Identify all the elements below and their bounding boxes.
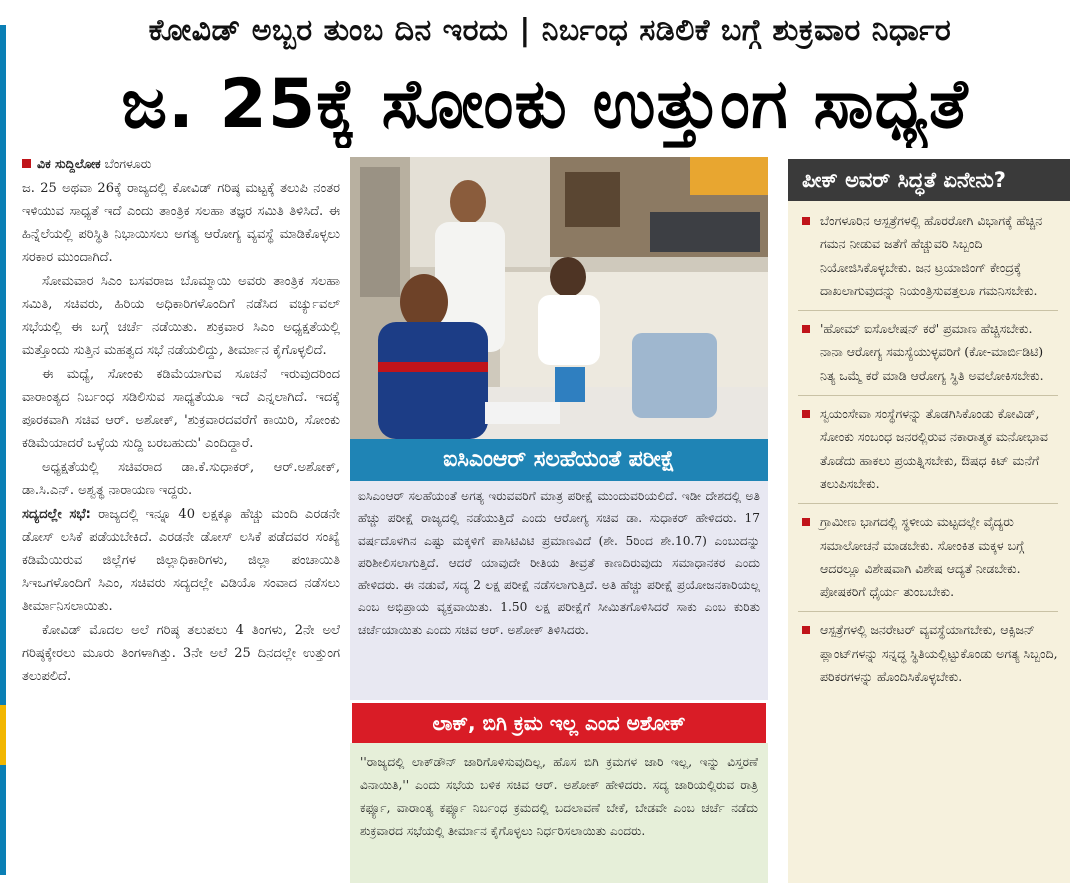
peak-preparation-item (798, 504, 1058, 612)
story-paragraph: ಅಧ್ಯಕ್ಷತೆಯಲ್ಲಿ ಸಚಿವರಾದ ಡಾ.ಕೆ.ಸುಧಾಕರ್, ಆರ್.ಅಶೋಕ್, ಡಾ.ಸಿ.ಎನ್. ಅಶ್ವತ್ಥ ನಾರಾಯಣ ಇದ್ದರು. (22, 460, 340, 498)
bullet-square-icon (802, 518, 810, 526)
vaccination-photo (350, 157, 768, 439)
bullet-square-icon (802, 217, 810, 225)
main-headline: ಜ. 25ಕ್ಕೆ ಸೋಂಕು ಉತ್ತುಂಗ ಸಾಧ್ಯತೆ (121, 65, 969, 144)
bullet-square-icon (802, 410, 810, 418)
testing-box (350, 481, 768, 700)
photo-caption-bar: ಐಸಿಎಂಆರ್ ಸಲಹೆಯಂತೆ ಪರೀಕ್ಷೆ (350, 439, 768, 481)
peak-preparation-item (798, 203, 1058, 311)
peak-preparation-item-text: ಆಸ್ಪತ್ರೆಗಳಲ್ಲಿ ಜನರೇಟರ್ ವ್ಯವಸ್ಥೆಯಾಗಬೇಕು, ಆಕ್ಸಿಜನ್ ಪ್ಲಾಂಟ್‌ಗಳನ್ನು ಸನ್ನದ್ಧ ಸ್ಥಿತಿಯಲ್ಲಿಟ್ಟುಕೊಂಡು ಅಗತ್ಯ ಸಿಬ್ಬಂದಿ, ಪರಿಕರಗಳನ್ನು ಹೊಂದಿಸಿಕೊಳ್ಳಬೇಕು. (820, 622, 1058, 685)
peak-preparation-item-text: ಗ್ರಾಮೀಣ ಭಾಗದಲ್ಲಿ ಸ್ಥಳೀಯ ಮಟ್ಟದಲ್ಲೇ ವೈದ್ಯರು ಸಮಾಲೋಚನೆ ಮಾಡಬೇಕು. ಸೋಂಕಿತ ಮಕ್ಕಳ ಬಗ್ಗೆ ಆದರಲ್ಲೂ ವಿಶೇಷವಾಗಿ ವಿಶೇಷ ಆದ್ಯತೆ ನೀಡಬೇಕು. ಪೋಷಕರಿಗೆ ಧೈರ್ಯ ತುಂಬಬೇಕು. (820, 514, 1025, 600)
bullet-square-icon (802, 325, 810, 333)
story-paragraph: ಈ ಮಧ್ಯೆ, ಸೋಂಕು ಕಡಿಮೆಯಾಗುವ ಸೂಚನೆ ಇರುವುದರಿಂದ ವಾರಾಂತ್ಯದ ನಿರ್ಬಂಧ ಸಡಿಲಿಸುವ ಸಾಧ್ಯತೆಯೂ ಇದೆ ಎನ್ನಲಾಗಿದೆ. ಇದಕ್ಕೆ ಪೂರಕವಾಗಿ ಸಚಿವ ಆರ್. ಅಶೋಕ್, 'ಶುಕ್ರವಾರದವರೆಗೆ ಕಾಯಿರಿ, ಸೋಂಕು ಕಡಿಮೆಯಾದರೆ ಒಳ್ಳೆಯ ಸುದ್ದಿ ಬರಬಹುದು' ಎಂದಿದ್ದಾರೆ. (22, 367, 340, 451)
story-subhead: ಸದ್ಯದಲ್ಲೇ ಸಭೆ: (22, 507, 91, 522)
bullet-square-icon (802, 626, 810, 634)
peak-preparation-item-text: 'ಹೋಮ್ ಐಸೊಲೇಷನ್ ಕರೆ' ಪ್ರಮಾಣ ಹೆಚ್ಚಿಸಬೇಕು. ನಾನಾ ಆರೋಗ್ಯ ಸಮಸ್ಯೆಯುಳ್ಳವರಿಗೆ (ಕೋ-ಮಾರ್ಬಿಡಿಟಿ) ನಿತ್ಯ ಒಮ್ಮೆ ಕರೆ ಮಾಡಿ ಆರೋಗ್ಯ ಸ್ಥಿತಿ ಅವಲೋಕಿಸಬೇಕು. (820, 321, 1044, 383)
lockdown-subhead-bar: ಲಾಕ್, ಬಿಗಿ ಕ್ರಮ ಇಲ್ಲ ಎಂದ ಅಶೋಕ್ (352, 703, 766, 743)
peak-preparation-item (798, 311, 1058, 396)
peak-preparation-list (788, 201, 1070, 883)
peak-preparation-heading: ಪೀಕ್ ಅವರ್ ಸಿದ್ಧತೆ ಏನೇನು? (788, 159, 1070, 201)
byline-square-icon (22, 159, 31, 168)
story-paragraph: ಜ. 25 ಅಥವಾ 26ಕ್ಕೆ ರಾಜ್ಯದಲ್ಲಿ ಕೋವಿಡ್ ಗರಿಷ್ಠ ಮಟ್ಟಕ್ಕೆ ತಲುಪಿ ನಂತರ ಇಳಿಯುವ ಸಾಧ್ಯತೆ ಇದೆ ಎಂದು ತಾಂತ್ರಿಕ ಸಲಹಾ ತಜ್ಞರ ಸಮಿತಿ ತಿಳಿಸಿದೆ. ಈ ಹಿನ್ನೆಲೆಯಲ್ಲಿ ಪರಿಸ್ಥಿತಿ ನಿಭಾಯಿಸಲು ಅಗತ್ಯ ಆರೋಗ್ಯ ವ್ಯವಸ್ಥೆ ಮಾಡಿಕೊಳ್ಳಲು ಸರಕಾರ ಮುಂದಾಗಿದೆ. (22, 181, 340, 265)
story-paragraph: ಕೋವಿಡ್ ಮೊದಲ ಅಲೆ ಗರಿಷ್ಠ ತಲುಪಲು 4 ತಿಂಗಳು, 2ನೇ ಅಲೆ ಗರಿಷ್ಠಕ್ಕೇರಲು ಮೂರು ತಿಂಗಳಾಗಿತ್ತು. 3ನೇ ಅಲೆ 25 ದಿನದಲ್ಲೇ ಉತ್ತುಂಗ ತಲುಪಲಿದೆ. (22, 623, 340, 684)
peak-preparation-item (798, 396, 1058, 504)
left-accent-rule-yellow (0, 705, 6, 765)
testing-box-text: ಐಸಿಎಂಆರ್ ಸಲಹೆಯಂತೆ ಅಗತ್ಯ ಇರುವವರಿಗೆ ಮಾತ್ರ ಪರೀಕ್ಷೆ ಮುಂದುವರಿಯಲಿದೆ. ಇಡೀ ದೇಶದಲ್ಲಿ ಅತಿ ಹೆಚ್ಚು ಪರೀಕ್ಷೆ ರಾಜ್ಯದಲ್ಲಿ ನಡೆಯುತ್ತಿದೆ ಎಂದು ಆರೋಗ್ಯ ಸಚಿವ ಡಾ. ಸುಧಾಕರ್ ಹೇಳಿದರು. 17 ವರ್ಷದೊಳಗಿನ ಎಷ್ಟು ಮಕ್ಕಳಿಗೆ ಪಾಸಿಟಿವಿಟಿ ಪ್ರಮಾಣವಿದೆ (ಶೇ. 5ರಿಂದ ಶೇ.10.7) ಎಂಬುದನ್ನು ಪರಿಶೀಲಿಸಲಾಗುತ್ತಿದೆ. ಆದರೆ ಯಾವುದೇ ರೀತಿಯ ತೀವ್ರತೆ ಕಾಣದಿರುವುದು ಸಮಾಧಾನಕರ ಎಂದು ಹೇಳಿದರು. ಈ ನಡುವೆ, ಸದ್ಯ 2 ಲಕ್ಷ ಪರೀಕ್ಷೆ ನಡೆಸಲಾಗುತ್ತಿದೆ. ಅತಿ ಹೆಚ್ಚು ಪರೀಕ್ಷೆ ಪ್ರಯೋಜನಕಾರಿಯಲ್ಲ ಎಂಬ ಅಭಿಪ್ರಾಯ ವ್ಯಕ್ತವಾಯಿತು. 1.50 ಲಕ್ಷ ಪರೀಕ್ಷೆಗೆ ಸೀಮಿತಗೊಳಿಸಿದರೆ ಸಾಕು ಎಂಬ ಕುರಿತು ಚರ್ಚೆಯಾಯಿತು ಎಂದು ಸಚಿವ ಆರ್. ಅಶೋಕ್ ತಿಳಿಸಿದರು. (358, 489, 760, 637)
peak-preparation-item (798, 612, 1058, 696)
byline (22, 152, 340, 175)
story-paragraph: ಸೋಮವಾರ ಸಿಎಂ ಬಸವರಾಜ ಬೊಮ್ಮಾಯಿ ಅವರು ತಾಂತ್ರಿಕ ಸಲಹಾ ಸಮಿತಿ, ಸಚಿವರು, ಹಿರಿಯ ಅಧಿಕಾರಿಗಳೊಂದಿಗೆ ನಡೆಸಿದ ವರ್ಚ್ಯುವಲ್ ಸಭೆಯಲ್ಲಿ ಈ ಬಗ್ಗೆ ಚರ್ಚೆ ನಡೆಯಿತು. ಶುಕ್ರವಾರ ಸಿಎಂ ಅಧ್ಯಕ್ಷತೆಯಲ್ಲಿ ಮತ್ತೊಂದು ಸುತ್ತಿನ ಮಹತ್ವದ ಸಭೆ ನಡೆಯಲಿದ್ದು, ತೀರ್ಮಾನ ಕೈಗೊಳ್ಳಲಿದೆ. (22, 274, 340, 358)
photo-illustration (350, 157, 768, 439)
left-column-story (22, 152, 340, 882)
lockdown-box: ''ರಾಜ್ಯದಲ್ಲಿ ಲಾಕ್‌ಡೌನ್ ಜಾರಿಗೊಳಿಸುವುದಿಲ್ಲ, ಹೊಸ ಬಿಗಿ ಕ್ರಮಗಳ ಜಾರಿ ಇಲ್ಲ, ಇನ್ನು ವಿಸ್ತರಣೆ ವಿನಾಯಿತಿ,'' ಎಂದು ಸಭೆಯ ಬಳಿಕ ಸಚಿವ ಆರ್. ಅಶೋಕ್ ಹೇಳಿದರು. ಸದ್ಯ ಜಾರಿಯಲ್ಲಿರುವ ರಾತ್ರಿ ಕರ್ಫ್ಯೂ, ವಾರಾಂತ್ಯ ಕರ್ಫ್ಯೂ ನಿರ್ಬಂಧ ಕ್ರಮದಲ್ಲಿ ಬದಲಾವಣೆ ಬೇಕೆ, ಬೇಡವೇ ಎಂಬ ಚರ್ಚೆ ನಡೆದು ಶುಕ್ರವಾರದ ಸಭೆಯಲ್ಲಿ ತೀರ್ಮಾನ ಕೈಗೊಳ್ಳಲು ನಿರ್ಧರಿಸಲಾಯಿತು ಎಂದರು. (350, 743, 768, 883)
byline-source: ವಿಕ ಸುದ್ದಿಲೋಕ (37, 156, 101, 171)
peak-preparation-item-text: ಸ್ವಯಂಸೇವಾ ಸಂಸ್ಥೆಗಳನ್ನು ತೊಡಗಿಸಿಕೊಂಡು ಕೋವಿಡ್, ಸೋಂಕು ಸಂಬಂಧ ಜನರಲ್ಲಿರುವ ನಕಾರಾತ್ಮಕ ಮನೋಭಾವ ತೊಡೆದು ಹಾಕಲು ಪ್ರಯತ್ನಿಸಬೇಕು, ಔಷಧ ಕಿಟ್ ಮನೆಗೆ ತಲುಪಿಸಬೇಕು. (820, 406, 1048, 491)
kicker-headline: ಕೋವಿಡ್ ಅಬ್ಬರ ತುಂಬ ದಿನ ಇರದು | ನಿರ್ಬಂಧ ಸಡಿಲಿಕೆ ಬಗ್ಗೆ ಶುಕ್ರವಾರ ನಿರ್ಧಾರ (148, 13, 952, 48)
byline-place: ಬೆಂಗಳೂರು (104, 156, 152, 171)
story-subhead-paragraph (22, 503, 340, 618)
story-subhead-text: ರಾಜ್ಯದಲ್ಲಿ ಇನ್ನೂ 40 ಲಕ್ಷಕ್ಕೂ ಹೆಚ್ಚು ಮಂದಿ ಎರಡನೇ ಡೋಸ್ ಲಸಿಕೆ ಪಡೆಯಬೇಕಿದೆ. ಎರಡನೇ ಡೋಸ್ ಲಸಿಕೆ ಪಡೆದವರ ಸಂಖ್ಯೆ ಕಡಿಮೆಯಿರುವ ಜಿಲ್ಲೆಗಳ ಜಿಲ್ಲಾಧಿಕಾರಿಗಳು, ಜಿಲ್ಲಾ ಪಂಚಾಯಿತಿ ಸಿಇಒಗಳೊಂದಿಗೆ ಸಿಎಂ, ಸಚಿವರು ಸದ್ಯದಲ್ಲೇ ವಿಡಿಯೊ ಸಂವಾದ ನಡೆಸಲು ತೀರ್ಮಾನಿಸಲಾಯಿತು. (22, 507, 340, 614)
peak-preparation-item-text: ಬೆಂಗಳೂರಿನ ಆಸ್ಪತ್ರೆಗಳಲ್ಲಿ ಹೊರರೋಗಿ ವಿಭಾಗಕ್ಕೆ ಹೆಚ್ಚಿನ ಗಮನ ನೀಡುವ ಜತೆಗೆ ಹೆಚ್ಚುವರಿ ಸಿಬ್ಬಂದಿ ನಿಯೋಜಿಸಿಕೊಳ್ಳಬೇಕು. ಜನ ಟ್ರಯಾಜಿಂಗ್ ಕೇಂದ್ರಕ್ಕೆ ದಾಖಲಾಗುವುದನ್ನು ನಿಯಂತ್ರಿಸುವತ್ತಲೂ ಗಮನಿಸಬೇಕು. (820, 213, 1043, 298)
